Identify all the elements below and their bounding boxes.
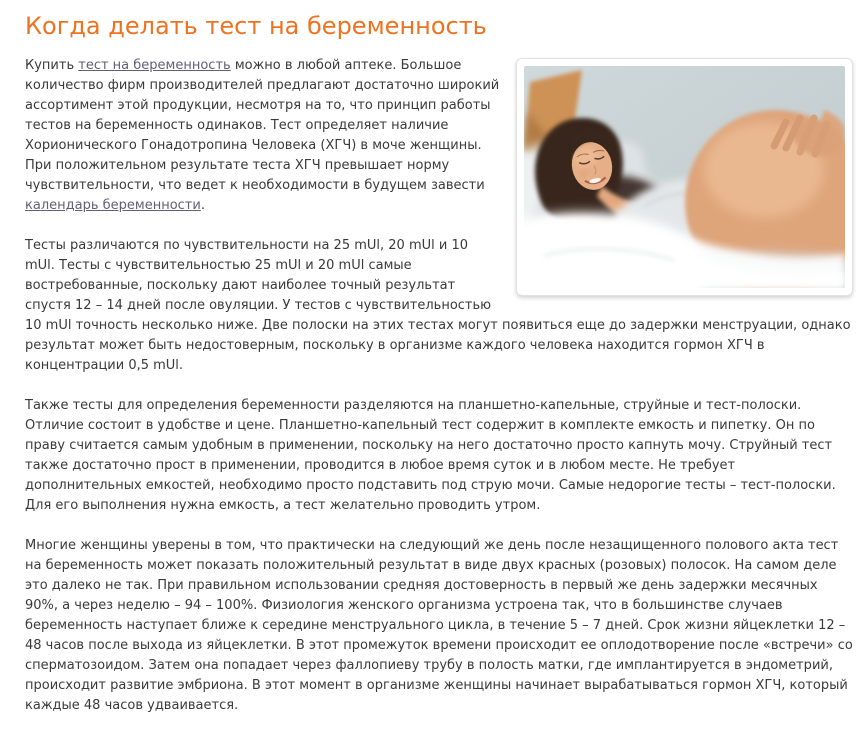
text-segment: . [200,197,205,213]
text-segment: Купить [25,57,79,73]
inline-link[interactable]: тест на беременность [78,57,231,73]
text-segment: Многие женщины уверены в том, что практически на следующий же день после незащищенного полового акта тест на беременность может показать положительный результат в виде двух красных (розовых) полосок. На самом деле это далеко не так. При правильном использовании средняя достоверность в первый же день задержки месячных 90%, а через неделю – 94 – 100%. Физиология женского организма устроена так, что в большинстве случаев беременность наступает ближе к середине менструального цикла, в течение 5 – 7 дней. Срок жизни яйцеклетки 12 – 48 часов после выхода из яйцеклетки. В этот промежуток времени происходит ее оплодотворение после «встречи» со сперматозоидом. Затем она попадает через фаллопиеву трубу в полость матки, где имплантируется в эндометрий, происходит развитие эмбриона. В этот момент в организме женщины начинает вырабатываться гормон ХГЧ, который каждые 48 часов удваивается. [25,537,853,713]
text-segment: Также тесты для определения беременности разделяются на планшетно-капельные, струйные и тест-полоски. Отличие состоит в удобстве и цене. Планшетно-капельный тест содержит в комплекте емкость и пипетку. Он по праву считается самым удобным в применении, поскольку на него достаточно просто капнуть мочу. Струйный тест также достаточно прост в применении, проводится в любое время суток и в любом месте. Не требует дополнительных емкостей, необходимо просто подставить под струю мочи. Самые недорогие тесты – тест-полоски. Для его выполнения нужна емкость, а тест желательно проводить утром. [25,397,836,513]
article-photo [516,58,853,296]
text-segment: Тесты различаются по чувствительности на 25 mUl, 20 mUl и 10 mUl. Тесты с чувствительностью 25 mUl и 20 mUl самые востребованные, поскольку дают наиболее точный результат спустя 12 – 14 дней после овуляции. У тестов с чувствительностью 10 mUl точность несколько ниже. Две полоски на этих тестах могут появиться еще до задержки менструации, однако результат может быть недостоверным, поскольку в организме каждого человека находится гормон ХГЧ в концентрации 0,5 mUl. [25,237,851,373]
inline-link[interactable]: календарь беременности [25,197,201,213]
page-title: Когда делать тест на беременность [25,12,487,40]
pregnant-woman-photo [524,66,845,288]
article-paragraph [25,396,853,516]
article-paragraph [25,536,853,716]
text-segment: можно в любой аптеке. Большое количество фирм производителей предлагают достаточно широкий ассортимент этой продукции, несмотря на то, что принцип работы тестов на беременность одинаков. Тест определяет наличие Хорионического Гонадотропина Человека (ХГЧ) в моче женщины. При положительном результате теста ХГЧ превышает норму чувствительности, что ведет к необходимости в будущем завести [25,57,500,193]
article-body [25,56,853,716]
